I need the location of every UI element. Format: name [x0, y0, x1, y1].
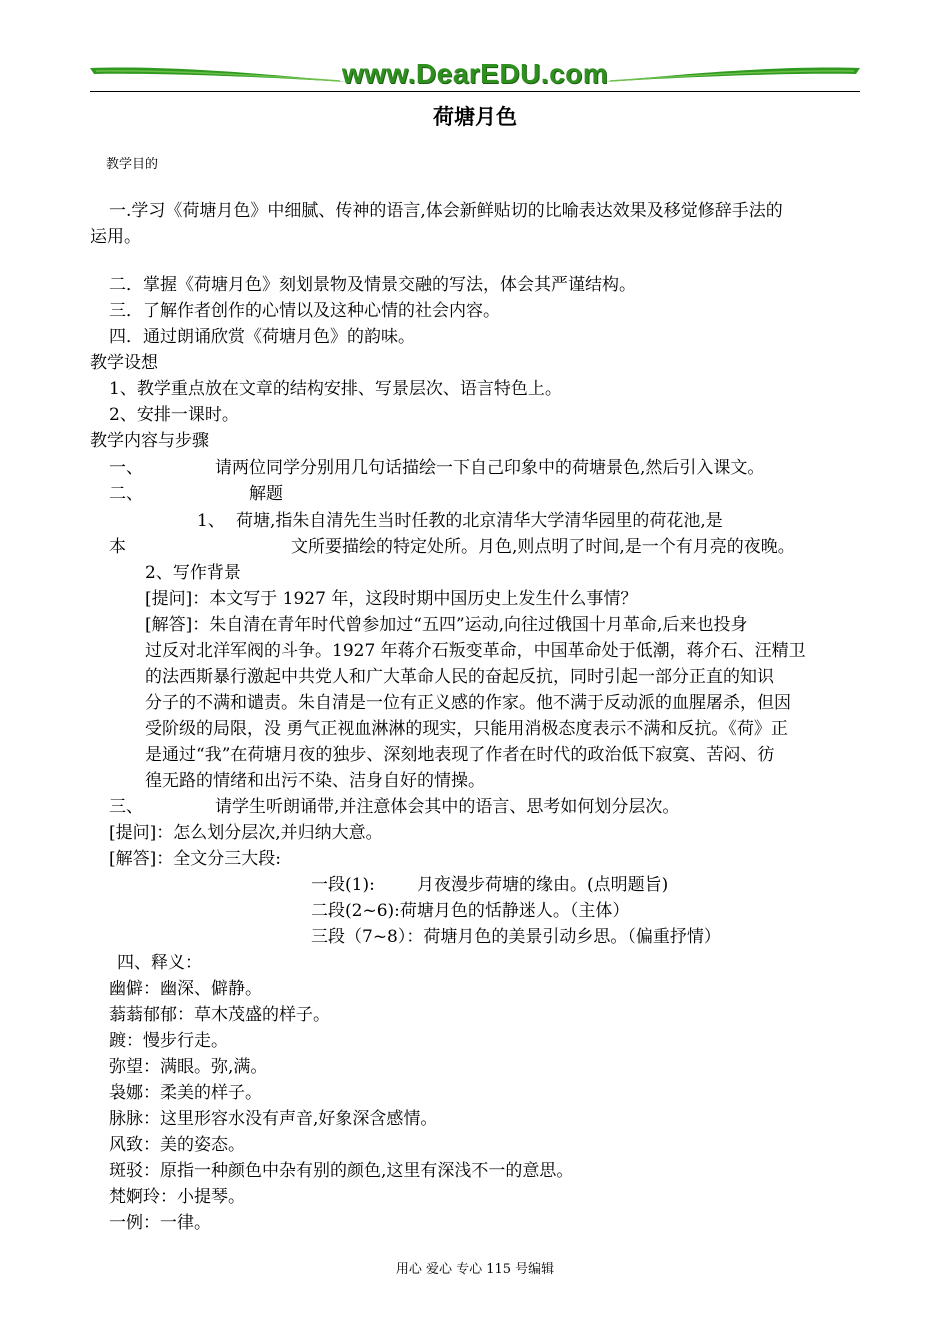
segment-2: 二段(2~6):荷塘月色的恬静迷人。（主体） [311, 901, 630, 921]
design-2: 2、安排一课时。 [109, 405, 239, 425]
step-3-text: 请学生听朗诵带,并注意体会其中的语言、思考如何划分层次。 [215, 797, 680, 817]
segment-3: 三段（7~8）：荷塘月色的美景引动乡思。（偏重抒情） [311, 927, 721, 947]
glossary-item: 蓊蓊郁郁：草木茂盛的样子。 [109, 1005, 330, 1025]
goal-2: 二．掌握《荷塘月色》刻划景物及情景交融的写法，体会其严谨结构。 [109, 275, 636, 295]
design-heading: 教学设想 [90, 353, 158, 373]
site-logo: www.DearEDU.com [341, 58, 609, 89]
step-4-heading: 四、释义： [117, 953, 202, 973]
segment-1-label: 一段(1): [311, 875, 375, 895]
glossary-item: 斑驳：原指一种颜色中杂有别的颜色,这里有深浅不一的意思。 [109, 1161, 574, 1181]
goal-1-line-1: 一.学习《荷塘月色》中细腻、传神的语言,体会新鲜贴切的比喻表达效果及移觉修辞手法的 [109, 201, 783, 221]
page-title: 荷塘月色 [433, 105, 517, 129]
steps-heading: 教学内容与步骤 [90, 431, 209, 451]
background-answer-line-4: 分子的不满和谴责。朱自清是一位有正义感的作家。他不满于反动派的血腥屠杀，但因 [145, 693, 791, 713]
glossary-item: 袅娜：柔美的样子。 [109, 1083, 262, 1103]
background-answer-line-3: 的法西斯暴行激起中共党人和广大革命人民的奋起反抗，同时引起一部分正直的知识 [145, 667, 774, 687]
step-2-item-1-cont-b: 文所要描绘的特定处所。月色,则点明了时间,是一个有月亮的夜晚。 [291, 537, 795, 557]
background-question: [提问]：本文写于 1927 年，这段时期中国历史上发生什么事情？ [145, 589, 638, 609]
step-1-text: 请两位同学分别用几句话描绘一下自己印象中的荷塘景色,然后引入课文。 [215, 458, 765, 478]
glossary-item: 风致：美的姿态。 [109, 1135, 245, 1155]
glossary-item: 幽僻：幽深、僻静。 [109, 979, 262, 999]
background-answer-line-5: 受阶级的局限，没 勇气正视血淋淋的现实，只能用消极态度表示不满和反抗。《荷》正 [145, 719, 788, 739]
header-divider [90, 91, 860, 92]
design-1: 1、教学重点放在文章的结构安排、写景层次、语言特色上。 [109, 379, 562, 399]
step-2-text: 解题 [249, 484, 283, 504]
step-2-item-1-cont-a: 本 [109, 537, 126, 557]
glossary-item: 踱：慢步行走。 [109, 1031, 228, 1051]
goal-1-line-2: 运用。 [90, 227, 141, 247]
background-answer-line-7: 徨无路的情绪和出污不染、洁身自好的情操。 [145, 771, 485, 791]
page-footer: 用心 爱心 专心 115 号编辑 [395, 1262, 555, 1277]
glossary-item: 梵婀玲：小提琴。 [109, 1187, 245, 1207]
step-3-answer: [解答]：全文分三大段: [109, 849, 281, 869]
step-2-number: 二、 [109, 484, 143, 504]
background-answer-line-2: 过反对北洋军阀的斗争。1927 年蒋介石叛变革命，中国革命处于低潮，蒋介石、汪精卫 [145, 641, 806, 661]
background-answer-line-6: 是通过“我”在荷塘月夜的独步、深刻地表现了作者在时代的政治低下寂寞、苦闷、彷 [145, 745, 775, 765]
background-heading: 2、写作背景 [145, 563, 241, 583]
glossary-item: 弥望：满眼。弥,满。 [109, 1057, 268, 1077]
step-3-number: 三、 [109, 797, 143, 817]
goal-4: 四．通过朗诵欣赏《荷塘月色》的韵味。 [109, 327, 415, 347]
glossary-item: 一例：一律。 [109, 1213, 211, 1233]
step-2-item-1-text: 荷塘,指朱自清先生当时任教的北京清华大学清华园里的荷花池,是 [236, 511, 723, 531]
step-3-question: [提问]：怎么划分层次,并归纳大意。 [109, 823, 383, 843]
step-2-item-1-number: 1、 [197, 511, 225, 531]
segment-1-text: 月夜漫步荷塘的缘由。(点明题旨) [417, 875, 669, 895]
glossary-item: 脉脉：这里形容水没有声音,好象深含感情。 [109, 1109, 438, 1129]
goal-3: 三．了解作者创作的心情以及这种心情的社会内容。 [109, 301, 500, 321]
goals-label: 教学目的 [106, 157, 159, 172]
step-1-number: 一、 [109, 458, 143, 478]
background-answer-line-1: [解答]：朱自清在青年时代曾参加过“五四”运动,向往过俄国十月革命,后来也投身 [145, 615, 748, 635]
